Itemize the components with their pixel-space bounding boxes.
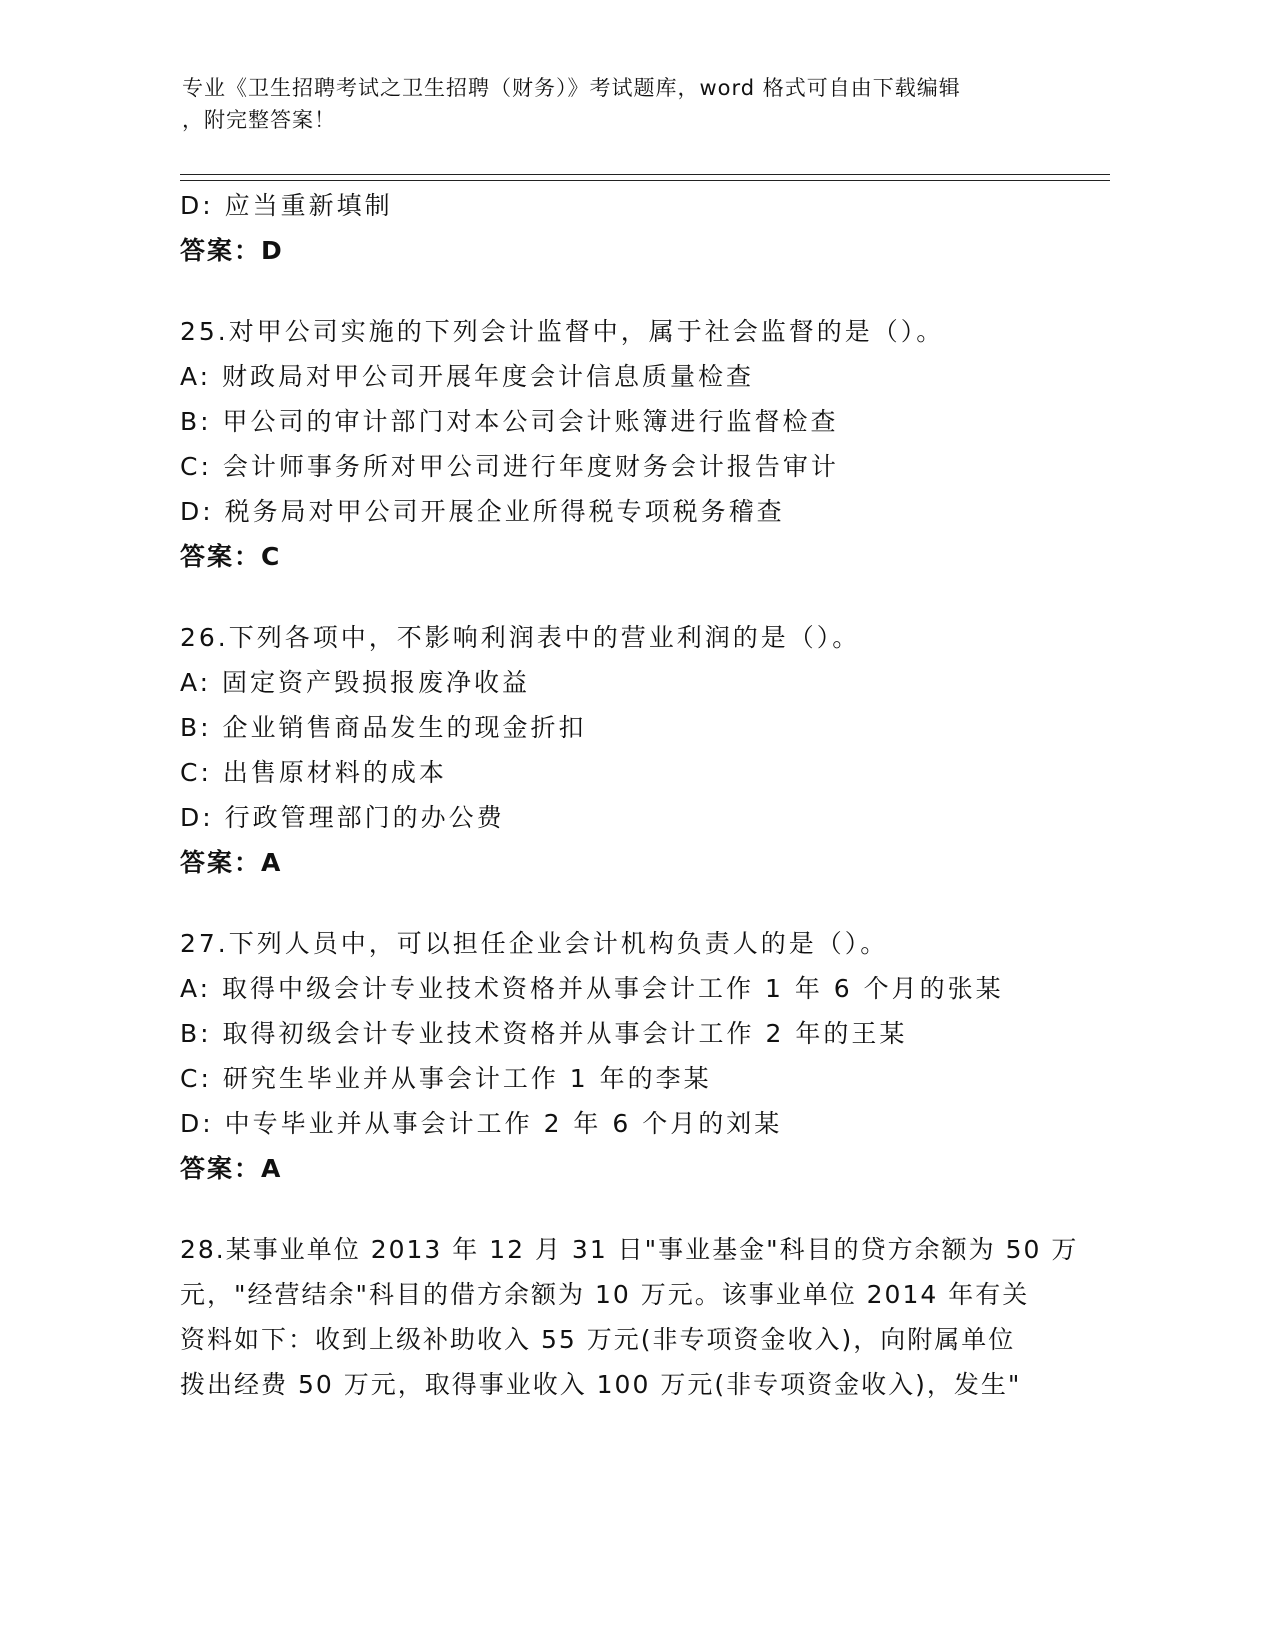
question-content xyxy=(180,183,1110,1407)
question-spacer xyxy=(180,579,1110,615)
question-28 xyxy=(180,1227,1110,1407)
question-stem: 27.下列人员中，可以担任企业会计机构负责人的是（）。 xyxy=(180,929,889,958)
document-header xyxy=(182,72,1062,136)
option-c: C: 会计师事务所对甲公司进行年度财务会计报告审计 xyxy=(180,452,839,481)
option-a: A: 取得中级会计专业技术资格并从事会计工作 1 年 6 个月的张某 xyxy=(180,974,1004,1003)
header-divider-bottom xyxy=(180,180,1110,181)
question-spacer xyxy=(180,1191,1110,1227)
prev-option-d: D: 应当重新填制 xyxy=(180,191,393,220)
answer: 答案：A xyxy=(180,848,283,877)
question-28-line: 28.某事业单位 2013 年 12 月 31 日"事业基金"科目的贷方余额为 50 万 xyxy=(180,1235,1079,1264)
question-spacer xyxy=(180,273,1110,309)
option-b: B: 企业销售商品发生的现金折扣 xyxy=(180,713,587,742)
option-d: D: 税务局对甲公司开展企业所得税专项税务稽查 xyxy=(180,497,785,526)
question-25 xyxy=(180,309,1110,579)
question-26 xyxy=(180,615,1110,885)
header-line-1: 专业《卫生招聘考试之卫生招聘（财务）》考试题库，word 格式可自由下载编辑 xyxy=(182,76,961,100)
question-28-line: 拨出经费 50 万元，取得事业收入 100 万元(非专项资金收入)，发生" xyxy=(180,1370,1022,1399)
option-d: D: 行政管理部门的办公费 xyxy=(180,803,505,832)
option-b: B: 取得初级会计专业技术资格并从事会计工作 2 年的王某 xyxy=(180,1019,908,1048)
question-stem: 25.对甲公司实施的下列会计监督中，属于社会监督的是（）。 xyxy=(180,317,945,346)
answer: 答案：C xyxy=(180,542,282,571)
option-d: D: 中专毕业并从事会计工作 2 年 6 个月的刘某 xyxy=(180,1109,783,1138)
header-divider-top xyxy=(180,174,1110,175)
option-c: C: 出售原材料的成本 xyxy=(180,758,447,787)
prev-answer: 答案：D xyxy=(180,236,284,265)
option-a: A: 固定资产毁损报废净收益 xyxy=(180,668,531,697)
option-c: C: 研究生毕业并从事会计工作 1 年的李某 xyxy=(180,1064,712,1093)
header-line-2: ，附完整答案！ xyxy=(182,108,336,132)
question-stem: 26.下列各项中，不影响利润表中的营业利润的是（）。 xyxy=(180,623,861,652)
question-28-line: 元，"经营结余"科目的借方余额为 10 万元。该事业单位 2014 年有关 xyxy=(180,1280,1030,1309)
question-spacer xyxy=(180,885,1110,921)
option-b: B: 甲公司的审计部门对本公司会计账簿进行监督检查 xyxy=(180,407,839,436)
option-a: A: 财政局对甲公司开展年度会计信息质量检查 xyxy=(180,362,755,391)
answer: 答案：A xyxy=(180,1154,283,1183)
question-27 xyxy=(180,921,1110,1191)
question-28-line: 资料如下：收到上级补助收入 55 万元(非专项资金收入)，向附属单位 xyxy=(180,1325,1016,1354)
